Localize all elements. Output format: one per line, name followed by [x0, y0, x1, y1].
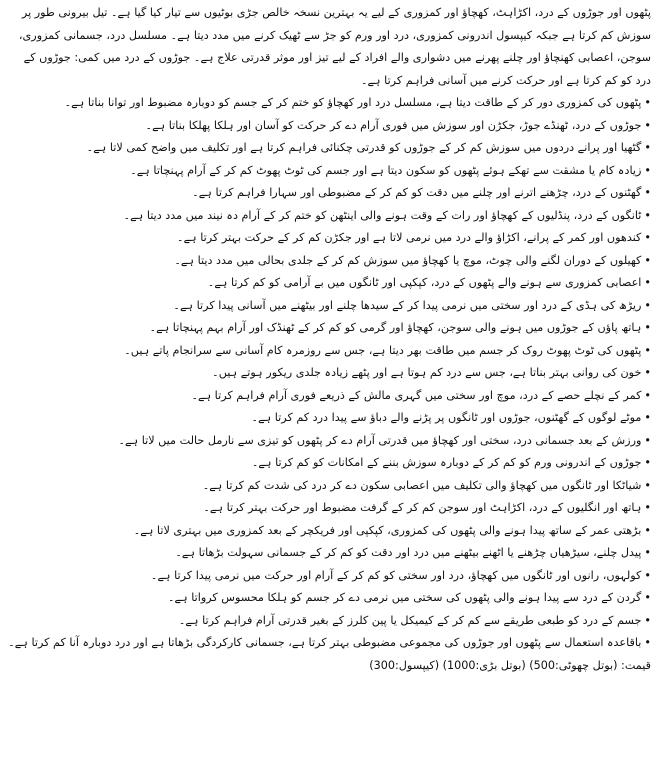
bullet-icon: •: [644, 253, 651, 267]
bullet-icon: •: [644, 96, 651, 109]
list-item: •زیادہ کام یا مشقت سے تھکے ہوئے پٹھوں کو سکون دیتا ہے اور جسم کی ٹوٹ پھوٹ کم کر کے آرام پہنچاتا ہے۔: [6, 160, 651, 183]
bullet-icon: •: [644, 118, 651, 132]
list-item: •موٹے لوگوں کے گھٹنوں، جوڑوں اور ٹانگوں پر پڑنے والے دباؤ سے پیدا درد کم کرتا ہے۔: [6, 407, 651, 430]
price-line: قیمت: (بوتل چھوٹی:500) (بوتل بڑی:1000) (کیپسول:300): [369, 658, 651, 672]
list-item: •ریڑھ کی ہڈی کے درد اور سختی میں نرمی پیدا کر کے سیدھا چلنے اور بیٹھنے میں آسانی پیدا کرتا ہے۔: [6, 295, 651, 318]
list-item: •پٹھوں کی ٹوٹ پھوٹ روک کر جسم میں طاقت بھر دیتا ہے، جس سے روزمرہ کام آسانی سے سرانجام پاتے ہیں۔: [6, 340, 651, 363]
list-item: •ہاتھ پاؤں کے جوڑوں میں ہونے والی سوجن، کھچاؤ اور گرمی کو کم کر کے ٹھنڈک اور آرام بہم پہنچاتا ہے۔: [6, 317, 651, 340]
list-item: •بڑھتی عمر کے ساتھ پیدا ہونے والی پٹھوں کی کمزوری، کپکپی اور فریکچر کے بعد کمزوری میں بہتری لاتا ہے۔: [6, 520, 651, 543]
intro-paragraph: پٹھوں اور جوڑوں کے درد، اکڑاہٹ، کھچاؤ اور کمزوری کے لیے یہ بہترین نسخہ خالص جڑی بوٹیوں سے تیار کیا گیا ہے۔ تیل بیرونی طور پر سوزش کم کرتا ہے جبکہ کیپسول اندرونی کمزوری، درد اور ورم کو جڑ سے ٹھیک کرنے میں مدد دیتا ہے۔ مسلسل درد، جسمانی کمزوری، سوجن، اعصابی کھنچاؤ اور چلنے پھرنے میں دشواری والے افراد کے لیے تیز اور موثر قدرتی علاج ہے۔ جوڑوں کے درد میں کمی: جوڑوں کے درد کو کم کرتا ہے اور حرکت کرنے میں آسانی فراہم کرتا ہے۔: [18, 6, 651, 87]
bullet-icon: •: [644, 163, 651, 177]
bullet-icon: •: [644, 388, 651, 402]
bullet-icon: •: [644, 546, 651, 560]
list-item: •گردن کے درد سے پیدا ہونے والی پٹھوں کی سختی میں نرمی دے کر جسم کو ہلکا محسوس کرواتا ہے۔: [6, 587, 651, 610]
list-item: •خون کی روانی بہتر بناتا ہے، جس سے درد کم ہوتا ہے اور پٹھے زیادہ جلدی ریکور ہوتے ہیں۔: [6, 362, 651, 385]
bullet-icon: •: [644, 568, 651, 582]
list-item: •پیدل چلنے، سیڑھیاں چڑھنے یا اٹھنے بیٹھنے میں درد اور دقت کو کم کر کے جسمانی سہولت بڑھاتا ہے۔: [6, 542, 651, 565]
list-item: •باقاعدہ استعمال سے پٹھوں اور جوڑوں کی مجموعی مضبوطی بہتر کرتا ہے، جسمانی کارکردگی بڑھاتا ہے اور درد دوبارہ آنا کم کرتا ہے۔: [6, 632, 651, 655]
list-item: •کھیلوں کے دوران لگنے والی چوٹ، موچ یا کھچاؤ میں سوزش کم کر کے جلدی بحالی میں مدد دیتا ہے۔: [6, 250, 651, 273]
bullet-icon: •: [644, 343, 651, 357]
list-item: •کمر کے نچلے حصے کے درد، موچ اور سختی میں گہری مالش کے ذریعے فوری آرام فراہم کرتا ہے۔: [6, 385, 651, 408]
bullet-icon: •: [644, 321, 651, 335]
list-item: •جسم کے درد کو طبعی طریقے سے کم کر کے کیمیکل یا پین کلرز کے بغیر قدرتی آرام فراہم کرتا ہے۔: [6, 610, 651, 633]
list-item: •جوڑوں کے درد، ٹھنڈے جوڑ، جکڑن اور سوزش میں فوری آرام دے کر حرکت کو آسان اور ہلکا پھلکا بناتا ہے۔: [6, 115, 651, 138]
list-item: •کولہوں، رانوں اور ٹانگوں میں کھچاؤ، درد اور سختی کو کم کر کے آرام اور حرکت میں نرمی پیدا کرتا ہے۔: [6, 565, 651, 588]
bullet-icon: •: [644, 636, 651, 650]
list-item: •گھٹنوں کے درد، چڑھنے اترنے اور چلنے میں دقت کو کم کر کے مضبوطی اور سہارا فراہم کرتا ہے۔: [6, 182, 651, 205]
bullet-icon: •: [644, 478, 651, 492]
bullet-icon: •: [644, 366, 651, 380]
benefits-list: [6, 92, 651, 655]
list-item: •شیاٹکا اور ٹانگوں میں کھچاؤ والی تکلیف میں اعصابی سکون دے کر درد کی شدت کم کرتا ہے۔: [6, 475, 651, 498]
list-item: •ورزش کے بعد جسمانی درد، سختی اور کھچاؤ میں قدرتی آرام دے کر پٹھوں کو تیزی سے نارمل حالت میں لاتا ہے۔: [6, 430, 651, 453]
list-item: •ٹانگوں کے درد، پنڈلیوں کے کھچاؤ اور رات کے وقت ہونے والی اینٹھن کو ختم کر کے آرام دہ نیند میں مدد دیتا ہے۔: [6, 205, 651, 228]
bullet-icon: •: [644, 613, 651, 627]
bullet-icon: •: [644, 231, 651, 245]
bullet-icon: •: [644, 141, 651, 155]
bullet-icon: •: [644, 186, 651, 200]
list-item: •ہاتھ اور انگلیوں کے درد، اکڑاہٹ اور سوجن کم کر کے گرفت مضبوط اور حرکت بہتر کرتا ہے۔: [6, 497, 651, 520]
bullet-icon: •: [644, 276, 651, 290]
list-item: •اعصابی کمزوری سے ہونے والے پٹھوں کے درد، کپکپی اور ٹانگوں میں بے آرامی کو کم کرتا ہے۔: [6, 272, 651, 295]
list-item: •گٹھیا اور پرانے دردوں میں سوزش کم کر کے جوڑوں کو قدرتی چکنائی فراہم کرتا ہے اور تکلیف میں واضح کمی لاتا ہے۔: [6, 137, 651, 160]
bullet-icon: •: [644, 501, 651, 515]
list-item: •کندھوں اور کمر کے پرانے، اکڑاؤ والے درد میں نرمی لاتا ہے اور جکڑن کم کر کے حرکت بہتر کرتا ہے۔: [6, 227, 651, 250]
bullet-icon: •: [644, 523, 651, 537]
bullet-icon: •: [644, 591, 651, 605]
bullet-icon: •: [644, 411, 651, 425]
bullet-icon: •: [644, 433, 651, 447]
bullet-icon: •: [644, 208, 651, 222]
list-item: •پٹھوں کی کمزوری دور کر کے طاقت دیتا ہے، مسلسل درد اور کھچاؤ کو ختم کر کے جسم کو دوبارہ مضبوط اور توانا بناتا ہے۔: [6, 92, 651, 115]
bullet-icon: •: [644, 456, 651, 470]
bullet-icon: •: [644, 298, 651, 312]
list-item: •جوڑوں کے اندرونی ورم کو کم کر کے دوبارہ سوزش بننے کے امکانات کو کم کرتا ہے۔: [6, 452, 651, 475]
product-description: [6, 2, 651, 677]
